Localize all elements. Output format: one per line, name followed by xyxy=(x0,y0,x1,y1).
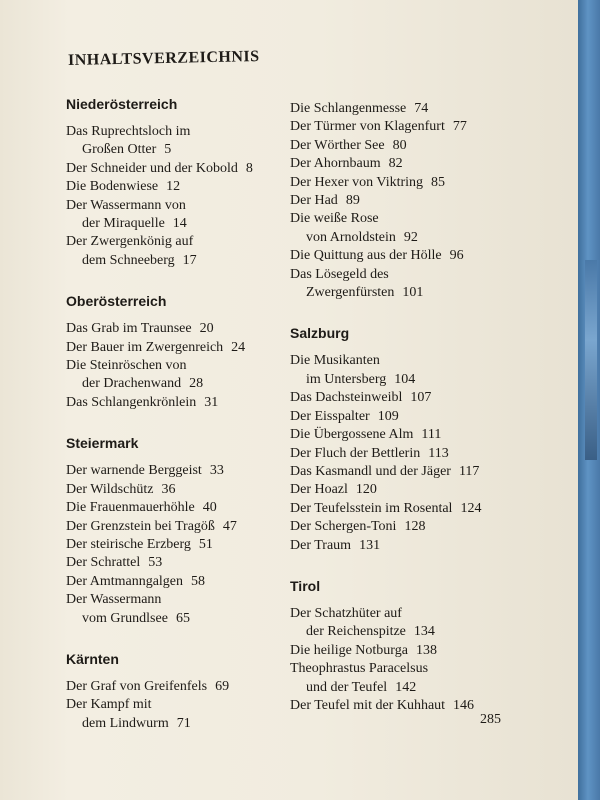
toc-entry-title: Die Bodenwiese xyxy=(66,179,159,195)
toc-entry xyxy=(290,642,520,660)
toc-entry-page: 33 xyxy=(209,463,224,479)
toc-entry-title-continued: der Reichenspitze 134 xyxy=(306,624,435,640)
section-spacer xyxy=(66,270,286,292)
toc-entry-page: 31 xyxy=(204,394,219,410)
toc-entry-title: Die heilige Notburga xyxy=(290,642,408,658)
section-spacer xyxy=(66,628,286,650)
toc-entry-title: Der Schrattel xyxy=(66,555,141,571)
toc-entry xyxy=(66,481,286,499)
toc-section xyxy=(290,577,520,715)
toc-entry xyxy=(290,118,520,136)
toc-entry xyxy=(290,660,520,697)
toc-entry-page: 5 xyxy=(164,142,172,158)
toc-entry xyxy=(290,408,520,426)
toc-entry-page: 117 xyxy=(458,463,480,479)
toc-entry-title: Die Übergossene Alm xyxy=(290,427,414,443)
toc-entry xyxy=(66,357,286,394)
toc-entry-title: Die Schlangenmesse xyxy=(290,101,407,116)
toc-entry-title: Der Graf von Greifenfels xyxy=(66,678,208,694)
toc-entry xyxy=(290,210,520,247)
toc-entry-page: 20 xyxy=(199,321,214,337)
toc-entry xyxy=(66,197,286,234)
toc-section xyxy=(66,434,286,628)
toc-entry-page: 104 xyxy=(394,371,416,387)
toc-entry-page: 134 xyxy=(413,624,435,640)
toc-entry xyxy=(290,481,520,499)
toc-section-heading: Salzburg xyxy=(290,325,350,342)
toc-entry xyxy=(290,518,520,536)
toc-entry-page: 142 xyxy=(395,679,417,695)
toc-section-heading: Kärnten xyxy=(66,650,119,667)
toc-section xyxy=(66,292,286,412)
toc-entry-page: 51 xyxy=(198,536,213,552)
toc-entry-page: 82 xyxy=(388,156,403,172)
toc-entry-page: 138 xyxy=(415,642,437,658)
toc-entry-title: Der Wörther See xyxy=(290,137,385,153)
toc-entry-page: 65 xyxy=(175,610,190,626)
toc-entry xyxy=(290,137,520,155)
toc-entry xyxy=(290,537,520,555)
toc-entry-title: Der Teufelsstein im Rosental xyxy=(290,500,453,516)
toc-entry-page: 89 xyxy=(345,193,360,209)
toc-entry xyxy=(290,352,520,389)
toc-entry-title: Der Hoazl xyxy=(290,482,348,498)
toc-entry xyxy=(290,192,520,210)
toc-entry-page: 107 xyxy=(410,390,432,406)
toc-entry-title: Der warnende Berggeist xyxy=(66,463,202,479)
toc-entry-page: 69 xyxy=(215,678,230,694)
toc-entry-title-continued: vom Grundlsee 65 xyxy=(82,610,190,626)
toc-entry-page: 12 xyxy=(166,179,181,195)
toc-entry-title-continued: Zwergenfürsten 101 xyxy=(306,285,424,301)
toc-entry xyxy=(290,247,520,265)
toc-entry xyxy=(290,463,520,481)
toc-entry-page: 74 xyxy=(414,101,429,116)
toc-entry xyxy=(66,178,286,196)
toc-entry xyxy=(290,155,520,173)
toc-entry xyxy=(290,445,520,463)
toc-entry-title: Die weiße Rose xyxy=(290,211,379,227)
toc-entry-title: Der steirische Erzberg xyxy=(66,536,191,552)
toc-entry xyxy=(66,233,286,270)
toc-entry-title: Der Grenzstein bei Tragöß xyxy=(66,518,215,534)
toc-section xyxy=(290,324,520,554)
toc-entry-title: Das Schlangenkrönlein xyxy=(66,394,197,410)
toc-section-heading: Niederösterreich xyxy=(66,96,178,112)
toc-entry-page: 101 xyxy=(402,285,424,301)
toc-section-continued xyxy=(290,100,520,302)
toc-entry-page: 24 xyxy=(231,339,246,355)
toc-entry-page: 36 xyxy=(161,481,176,497)
toc-entry-page: 28 xyxy=(189,376,204,392)
toc-entry-title-continued: dem Schneeberg 17 xyxy=(82,252,197,268)
toc-entry xyxy=(290,605,520,642)
toc-entry-title-continued: der Drachenwand 28 xyxy=(82,376,204,392)
toc-entry xyxy=(66,320,286,338)
toc-entry xyxy=(290,500,520,518)
section-spacer xyxy=(290,302,520,324)
toc-entry xyxy=(66,591,286,628)
toc-entry-title: Die Musikanten xyxy=(290,353,380,369)
toc-entry-page: 77 xyxy=(452,119,467,135)
toc-entry-page: 128 xyxy=(404,519,426,535)
toc-entry-title: Der Ahornbaum xyxy=(290,156,381,172)
cover-edge-band xyxy=(585,260,597,460)
toc-entry-title: Der Schneider und der Kobold xyxy=(66,160,238,176)
toc-entry-title: Der Bauer im Zwergenreich xyxy=(66,339,224,355)
toc-section xyxy=(66,650,286,733)
toc-entry-title: Der Wassermann von xyxy=(66,197,186,213)
toc-entry-page: 17 xyxy=(182,252,197,268)
toc-entry-title: Der Türmer von Klagenfurt xyxy=(290,119,445,135)
toc-entry-page: 120 xyxy=(355,482,377,498)
toc-entry-page: 111 xyxy=(421,427,442,443)
toc-entry-title: Der Eisspalter xyxy=(290,408,370,424)
toc-entry-title: Die Quittung aus der Hölle xyxy=(290,248,442,264)
toc-entry-page: 85 xyxy=(431,174,446,190)
toc-entry xyxy=(66,536,286,554)
toc-section-heading: Oberösterreich xyxy=(66,293,167,310)
toc-entry-page: 58 xyxy=(191,573,206,589)
toc-entry-page: 96 xyxy=(449,248,464,264)
toc-entry xyxy=(66,339,286,357)
toc-entry-page: 92 xyxy=(403,229,418,245)
toc-entry xyxy=(66,696,286,733)
toc-entry-title-continued: dem Lindwurm 71 xyxy=(82,715,191,731)
toc-entry-title: Der Teufel mit der Kuhhaut xyxy=(290,697,446,713)
toc-left-column xyxy=(66,95,286,733)
toc-entry-page: 131 xyxy=(359,537,381,553)
toc-entry xyxy=(290,266,520,303)
toc-entry-page: 146 xyxy=(453,697,475,713)
toc-entry-page: 40 xyxy=(202,500,217,516)
toc-section xyxy=(66,95,286,270)
toc-entry-page: 80 xyxy=(392,137,407,153)
toc-entry-title: Der Wassermann xyxy=(66,592,162,608)
toc-entry-title-continued: der Miraquelle 14 xyxy=(82,216,187,232)
toc-entry-page: 14 xyxy=(172,216,187,232)
toc-entry-title: Der Fluch der Bettlerin xyxy=(290,445,421,461)
page-title: INHALTSVERZEICHNIS xyxy=(67,47,260,70)
toc-entry-title: Der Zwergenkönig auf xyxy=(66,234,194,250)
toc-entry-title: Das Kasmandl und der Jäger xyxy=(290,463,451,479)
toc-entry xyxy=(66,160,286,178)
toc-entry-title: Der Wildschütz xyxy=(66,481,154,497)
toc-entry-title: Das Grab im Traunsee xyxy=(66,321,192,337)
toc-entry-page: 124 xyxy=(460,500,482,516)
toc-section-heading: Tirol xyxy=(290,577,321,594)
section-spacer xyxy=(66,412,286,434)
toc-entry-title: Der Hexer von Viktring xyxy=(290,174,424,190)
toc-entry xyxy=(66,678,286,696)
toc-entry-title: Der Traum xyxy=(290,537,352,553)
toc-entry-title-continued: im Untersberg 104 xyxy=(306,371,416,387)
toc-entry xyxy=(290,174,520,192)
toc-entry-title-continued: von Arnoldstein 92 xyxy=(306,229,418,245)
toc-entry-title: Die Steinröschen von xyxy=(66,358,187,374)
toc-entry-page: 71 xyxy=(176,715,191,731)
toc-entry xyxy=(66,499,286,517)
toc-entry-page: 109 xyxy=(377,408,399,424)
toc-section-heading: Steiermark xyxy=(66,435,139,452)
page-number: 285 xyxy=(480,712,501,727)
toc-entry-title-continued: und der Teufel 142 xyxy=(306,679,417,695)
toc-entry xyxy=(66,123,286,160)
toc-entry-title: Der Schergen-Toni xyxy=(290,519,397,535)
toc-entry-title: Der Kampf mit xyxy=(66,697,152,713)
toc-right-column xyxy=(290,100,520,715)
toc-entry-page: 53 xyxy=(148,555,163,571)
toc-entry xyxy=(66,554,286,572)
section-spacer xyxy=(290,555,520,577)
toc-entry xyxy=(290,426,520,444)
toc-entry-title: Die Frauenmauerhöhle xyxy=(66,500,195,516)
toc-entry-page: 47 xyxy=(222,518,237,534)
toc-entry-title: Das Ruprechtsloch im xyxy=(66,124,191,139)
toc-entry-title-continued: Großen Otter 5 xyxy=(82,142,172,158)
toc-entry-title: Der Amtmanngalgen xyxy=(66,573,184,589)
toc-entry-title: Der Schatzhüter auf xyxy=(290,605,402,621)
toc-entry-title: Theophrastus Paracelsus xyxy=(290,661,429,677)
toc-entry-title: Das Lösegeld des xyxy=(290,266,389,282)
toc-entry-title: Der Had xyxy=(290,193,338,209)
toc-entry xyxy=(66,518,286,536)
toc-entry-page: 8 xyxy=(245,160,253,176)
toc-entry xyxy=(66,394,286,412)
toc-entry-title: Das Dachsteinweibl xyxy=(290,390,403,406)
toc-entry xyxy=(290,389,520,407)
toc-entry-page: 113 xyxy=(428,445,449,461)
toc-entry xyxy=(290,100,520,118)
book-cover-edge xyxy=(578,0,600,800)
toc-entry xyxy=(66,573,286,591)
toc-entry xyxy=(66,462,286,480)
